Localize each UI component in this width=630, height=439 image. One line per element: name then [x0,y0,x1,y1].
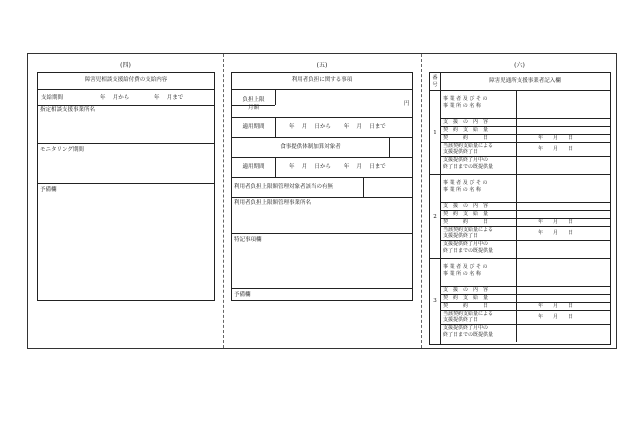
panel5-applied-period: 適用期間 [242,124,265,130]
entry-end-date-label-2: 支援提供終了日 [443,149,479,155]
entry-provider-label-1: 事 業 者 及 び そ の [443,96,488,102]
entry-support-label: 支 援 の 内 容 [443,119,489,125]
entry-support-label: 支 援 の 内 容 [443,203,489,209]
entry-provider-label-1: 事 業 者 及 び そ の [443,180,488,186]
entry-end-date-label-1: 当該契約支給量による [443,311,494,317]
entry-contract-date-value: 年 月 日 [538,219,574,225]
entry-end-month-label-1: 支援提供終了月中の [443,157,489,163]
panel5-meal-subsidy: 食事提供体制加算対象者 [280,144,341,150]
panel5-applied-period-2: 適用期間 [242,164,265,170]
panel5-cap-mgmt-question: 利用者負担上限額管理対象者該当の有無 [234,184,334,190]
panel5-reserve: 予備欄 [234,292,251,298]
entry-contract-amount-label: 契 約 支 給 量 [443,295,489,301]
entry-provider-label-1: 事 業 者 及 び そ の [443,264,488,270]
entry-end-date-label-2: 支援提供終了日 [443,233,479,239]
panel5-special-notes: 特記事項欄 [234,237,262,243]
panel4-title: (四) [120,62,131,69]
panel4-period-to: 年 月まで [154,95,184,101]
panel6-box [429,72,611,345]
fold-line-left [223,54,224,348]
entry-provider-label-2: 事 業 所 の 名 称 [443,271,481,277]
panel6-number-header-1: 番 [432,75,438,81]
fold-line-right [421,54,422,348]
panel4-period-label: 支給期間 [41,95,64,101]
panel5-title: (五) [316,62,328,69]
entry-contract-date-value: 年 月 日 [538,135,574,141]
entry-contract-date-value: 年 月 日 [538,303,574,309]
entry-number: 3 [433,298,437,304]
panel5-cap-label-2: 月額 [247,105,259,111]
entry-end-month-label-2: 終了日までの既提供量 [443,332,494,338]
entry-end-month-label-2: 終了日までの既提供量 [443,248,494,254]
certificate-sheet [27,53,617,349]
entry-contract-date-label: 契 約 日 [443,135,489,141]
entry-end-date-label-1: 当該契約支給量による [443,227,494,233]
entry-contract-date-label: 契 約 日 [443,219,489,225]
entry-end-date-label-2: 支援提供終了日 [443,317,479,323]
panel4-period-from: 年 月から [100,95,130,101]
entry-end-date-label-1: 当該契約支給量による [443,143,494,149]
entry-number: 1 [433,130,437,136]
panel4-box [37,72,215,301]
panel4-designated-office: 指定相談支援事業所名 [40,107,96,113]
panel6-title: (六) [514,62,525,69]
entry-end-month-label-1: 支援提供終了月中の [443,241,489,247]
entry-support-label: 支 援 の 内 容 [443,287,489,293]
entry-provider-label-2: 事 業 所 の 名 称 [443,103,481,109]
panel6-header: 障害児通所支援事業者記入欄 [489,78,561,84]
panel5-header: 利用者負担に関する事項 [291,77,353,83]
entry-end-month-label-1: 支援提供終了月中の [443,325,489,331]
entry-end-date-value: 年 月 日 [538,146,574,152]
panel6-number-header-2: 号 [432,82,438,88]
panel4-reserve: 予備欄 [40,187,57,193]
panel5-box [231,72,413,301]
entry-end-month-label-2: 終了日までの既提供量 [443,164,494,170]
panel5-yen: 円 [404,101,410,107]
entry-end-date-value: 年 月 日 [538,314,574,320]
panel5-period-text-2: 年 月 日から 年 月 日まで [289,164,386,170]
panel5-cap-label-1: 負担上限 [242,97,265,103]
entry-contract-amount-label: 契 約 支 給 量 [443,127,489,133]
panel4-header: 障害児相談支援給付費の支給内容 [84,77,168,83]
panel4-monitoring: モニタリング期間 [40,147,84,153]
panel5-cap-mgmt-office: 利用者負担上限額管理事業所名 [234,200,312,206]
panel5-period-text: 年 月 日から 年 月 日まで [289,124,386,130]
entry-contract-amount-label: 契 約 支 給 量 [443,211,489,217]
entry-contract-date-label: 契 約 日 [443,303,489,309]
entry-provider-label-2: 事 業 所 の 名 称 [443,187,481,193]
entry-end-date-value: 年 月 日 [538,230,574,236]
entry-number: 2 [433,214,437,220]
